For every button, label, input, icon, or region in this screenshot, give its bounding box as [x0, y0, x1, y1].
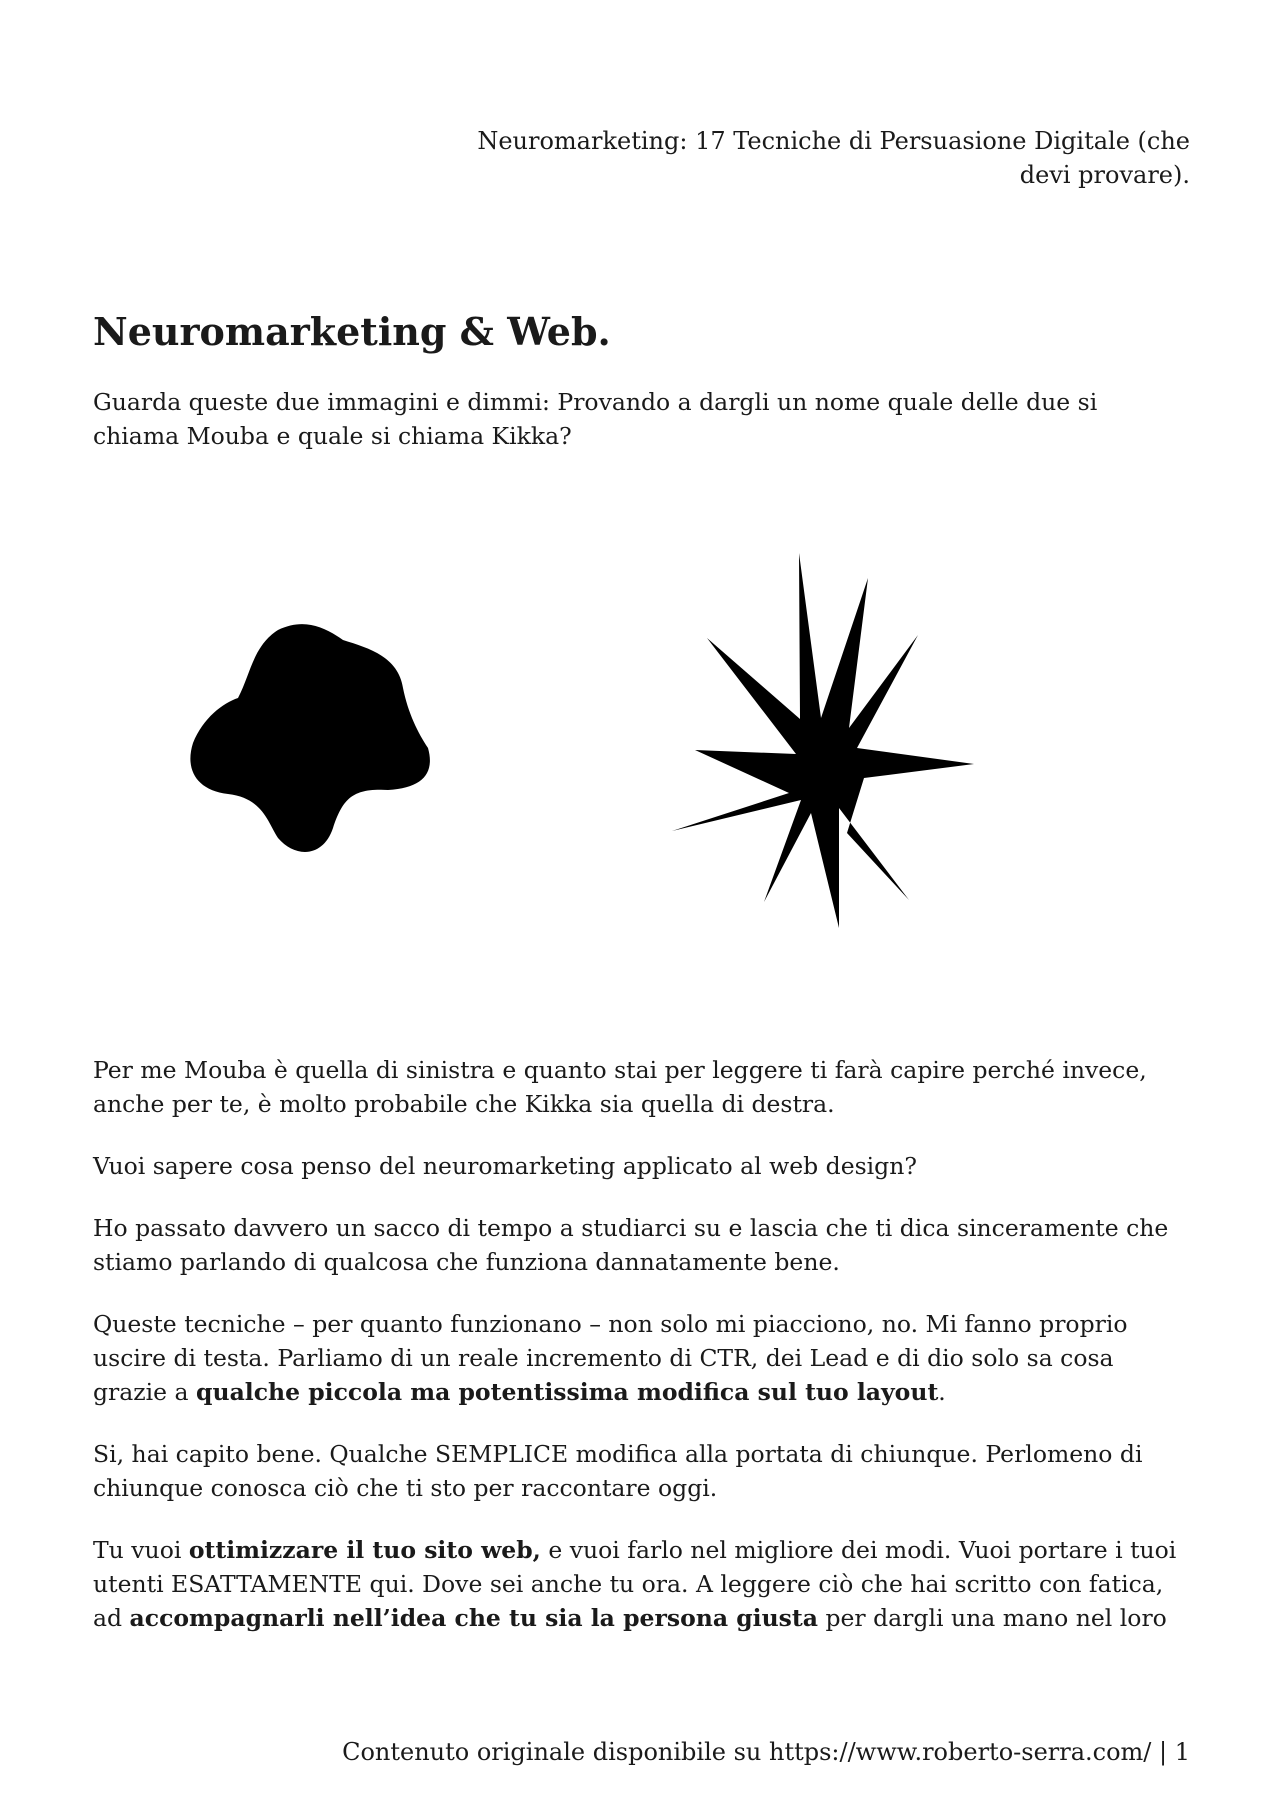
paragraph-3: Ho passato davvero un sacco di tempo a studiarci su e lascia che ti dica sinceramente che stiamo parlando di qualcosa che funziona dannatamente bene.	[93, 1214, 1169, 1276]
paragraph-4-bold: qualche piccola ma potentissima modifica sul tuo layout	[196, 1378, 939, 1406]
paragraph-6-e: per dargli una mano nel loro	[818, 1604, 1167, 1632]
paragraph-6-a: Tu vuoi	[93, 1536, 189, 1564]
paragraph-1: Per me Mouba è quella di sinistra e quanto stai per leggere ti farà capire perché invece, anche per te, è molto probabile che Kikka sia quella di destra.	[93, 1056, 1147, 1118]
article-body	[93, 305, 1190, 1663]
paragraph-4-text: Queste tecniche – per quanto funzionano – non solo mi piacciono, no. Mi fanno proprio uscire di testa. Parliamo di un reale incremento di CTR, dei Lead e di dio solo sa cosa grazie a	[93, 1310, 1128, 1406]
section-heading: Neuromarketing & Web.	[93, 309, 611, 354]
paragraph-6-bold-1: ottimizzare il tuo sito web,	[188, 1536, 541, 1564]
paragraph-5: Si, hai capito bene. Qualche SEMPLICE modifica alla portata di chiunque. Perlomeno di chiunque conosca ciò che ti sto per raccontare oggi.	[93, 1440, 1143, 1502]
paragraph-4	[93, 1307, 1190, 1409]
intro-paragraph: Guarda queste due immagini e dimmi: Provando a dargli un nome quale delle due si chiama Mouba e quale si chiama Kikka?	[93, 388, 1098, 450]
rounded-blob-shape-icon	[183, 618, 453, 863]
paragraph-2: Vuoi sapere cosa penso del neuromarketing applicato al web design?	[93, 1152, 917, 1180]
spiky-star-shape-icon	[661, 553, 1011, 943]
running-header: Neuromarketing: 17 Tecniche di Persuasione Digitale (che devi provare).	[477, 127, 1190, 189]
paragraph-6	[93, 1533, 1190, 1635]
page-footer: Contenuto originale disponibile su https://www.roberto-serra.com/ | 1	[342, 1738, 1190, 1766]
bouba-kiki-figure	[93, 453, 1190, 1053]
paragraph-6-c: e vuoi farlo nel migliore dei modi. Vuoi portare i tuoi utenti ESATTAMENTE qui. Dove sei anche tu ora. A leggere ciò che hai scritto con fatica, ad	[93, 1536, 1177, 1632]
paragraph-6-bold-2: accompagnarli nell’idea che tu sia la persona giusta	[129, 1604, 818, 1632]
paragraph-4-end: .	[938, 1378, 946, 1406]
